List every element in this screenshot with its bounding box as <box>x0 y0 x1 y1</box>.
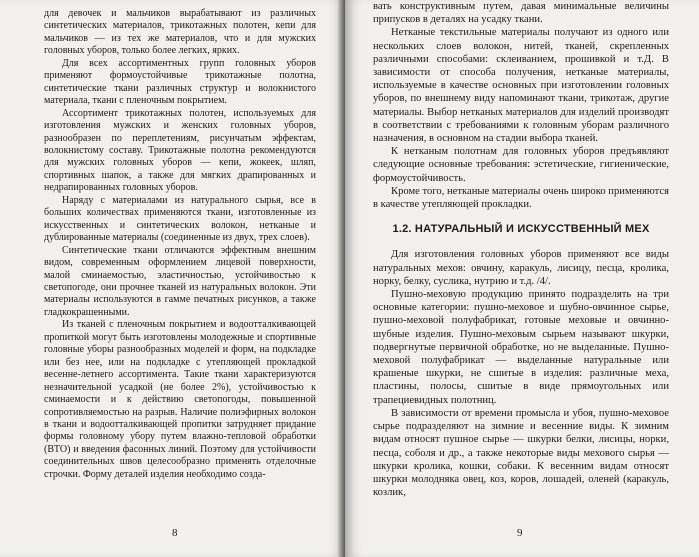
paragraph: Наряду с материалами из натурального сырья, все в больших количествах применяются ткани, изготовленные из искусственных и синтетических волокон, нетканые и дублированные материалы (соединенные из двух, трех слоев). <box>44 194 316 244</box>
paragraph: К нетканым полотнам для головных уборов предъявляют следующие основные требования: эстетические, гигиенические, формоустойчивость. <box>373 146 669 184</box>
right-page-text <box>373 0 669 499</box>
paragraph: Для изготовления головных уборов применяют все виды натуральных мехов: овчину, каракуль, лисицу, песца, кролика, норку, белку, суслика, нутрию и т.д. /4/. <box>373 249 669 287</box>
section-heading: 1.2. НАТУРАЛЬНЫЙ И ИСКУССТВЕННЫЙ МЕХ <box>392 223 650 236</box>
page-number: 9 <box>517 527 523 539</box>
left-page-text <box>44 8 316 481</box>
right-page <box>345 0 699 557</box>
paragraph: Синтетические ткани отличаются эффектным внешним видом, современным оформлением лицевой поверхности, малой сминаемостью, эластичностью, устойчивостью к светопогоде, они прочнее тканей из натуральных волокон. Эти материалы используются в гамме печатных рисунков, а также гладкокрашенными. <box>44 244 316 318</box>
paragraph: Ассортимент трикотажных полотен, используемых для изготовления мужских и женских головных уборов, разнообразен по переплетениям, рисунчатым эффектам, волокнистому составу. Трикотажные полотна рекомендуются для мужских головных уборов — кепи, жокеек, шляп, спортивных шапок, а также для мягких драпированных и недрапированных головных уборов. <box>44 107 316 194</box>
page-number: 8 <box>172 527 178 539</box>
paragraph: В зависимости от времени промысла и убоя, пушно-меховое сырье подразделяют на зимние и весенние виды. К зимним видам относят пушное сырье — шкурки белки, лисицы, норки, песца, соболя и др., а также некоторые виды мехового сырья — шкурки кролика, кошки, собаки. К весенним видам относят шкурки молодняка овец, коз, коров, лошадей, оленей (каракуль, козлик, <box>373 407 669 499</box>
left-page <box>0 0 343 557</box>
paragraph: для девочек и мальчиков вырабатывают из различных синтетических материалов, трикотажных полотен, кепи для мальчиков — из тех же материалов, что и для мужских головных уборов, только более легких, ярких. <box>44 8 316 57</box>
paragraph: Нетканые текстильные материалы получают из одного или нескольких слоев волокон, нитей, тканей, скрепленных различными способами: склеиванием, прошивкой и т.Д. В зависимости от способа получения, нетканые материалы, используемые в качестве основных при изготовлении головных уборов, по внешнему виду напоминают ткани, трикотаж, другие материалы. Выбор нетканых материалов для изделий производят в соответствии с требованиями к головным уборам различного назначения, в основном на стадии выбора тканей. <box>373 27 669 145</box>
paragraph: Пушно-меховую продукцию принято подразделять на три основные категории: пушно-меховое и шубно-овчинное сырье, пушно-меховой полуфабрикат, готовые меховые и овчинно-шубные изделия. Пушно-меховым сырьем называют шкурки, подвергнутые первичной обработке, но не выделанные. Пушно-меховой полуфабрикат — выделанные натуральные или крашеные шкурки, не сшитые в изделия: различные меха, пластины, полосы, сшитые в виде прямоугольных или трапециевидных полотниц. <box>373 289 669 406</box>
paragraph: Из тканей с пленочным покрытием и водоотталкивающей пропиткой могут быть изготовлены молодежные и спортивные головные уборы разнообразных моделей и форм, на подкладке или без нее, или на подкладке с утепляющей прокладкой весенне-летнего ассортимента. Такие ткани характеризуются незначительной усадкой (не более 2%), устойчивостью к сминаемости и к действию светопогоды, повышенной сопротивляемостью на разрыв. Наличие полиэфирных волокон в ткани и водоотталкивающей пропитки затрудняет придание формы головному убору путем влажно-тепловой обработки (ВТО) и введения фасонных линий. Поэтому для устойчивости соединительных швов целесообразно применять отделочные строчки. Форму деталей изделия необходимо созда- <box>44 319 316 480</box>
paragraph: Кроме того, нетканые материалы очень широко применяются в качестве утепляющей прокладки. <box>373 185 669 211</box>
paragraph: Для всех ассортиментных групп головных уборов применяют формоустойчивые трикотажные полотна, синтетические ткани различных структур и волокнистого материала, ткани с пленочным покрытием. <box>44 57 316 107</box>
paragraph: вать конструктивным путем, давая минимальные величины припусков в деталях на усадку ткани. <box>373 1 669 26</box>
